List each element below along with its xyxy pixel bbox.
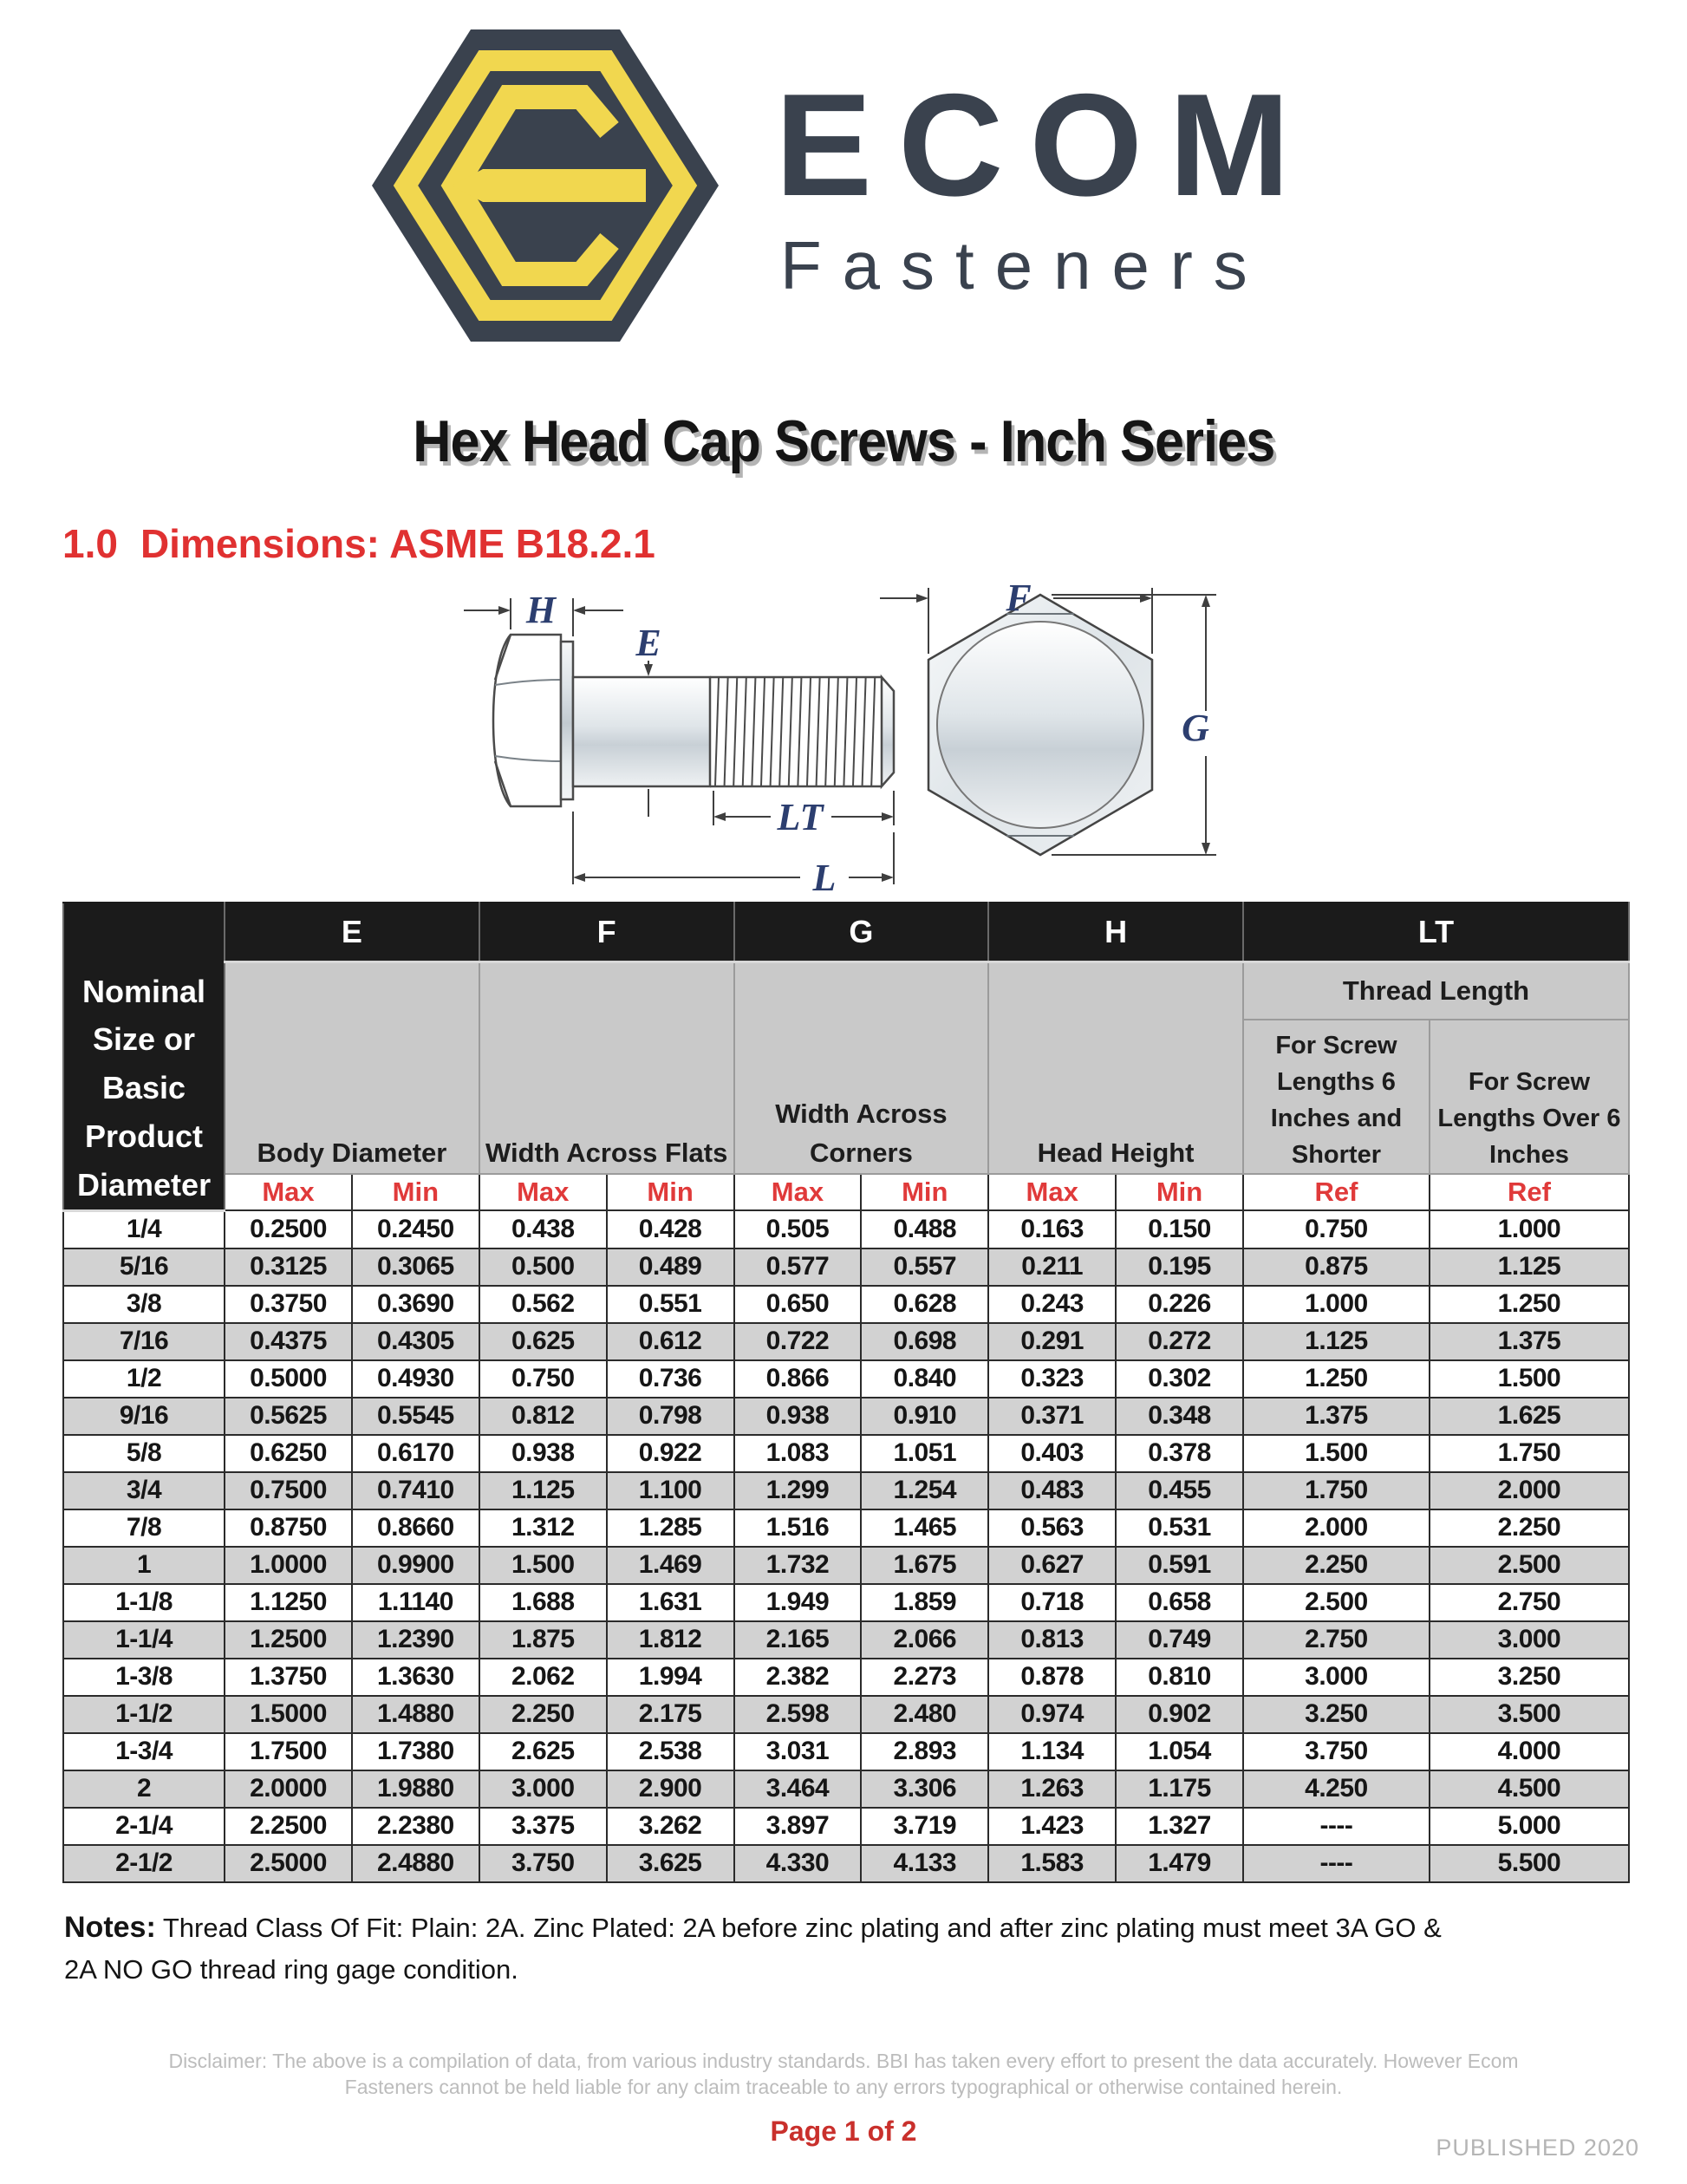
value-cell: 2.500: [1243, 1584, 1430, 1621]
value-cell: 3.306: [861, 1770, 988, 1808]
value-cell: 2.598: [734, 1696, 862, 1733]
value-cell: 3.500: [1430, 1696, 1629, 1733]
value-cell: 0.718: [988, 1584, 1116, 1621]
table-row: [63, 1659, 1629, 1696]
value-cell: 2.900: [607, 1770, 734, 1808]
min-label: Min: [607, 1174, 734, 1210]
table-row: [63, 1696, 1629, 1733]
value-cell: 0.6170: [352, 1435, 479, 1472]
col-group-H: H: [988, 903, 1243, 962]
value-cell: 1.000: [1243, 1286, 1430, 1323]
ref-label: Ref: [1430, 1174, 1629, 1210]
value-cell: 1.949: [734, 1584, 862, 1621]
group-name-head-height: Head Height: [988, 962, 1243, 1175]
max-min-row: [63, 1174, 1629, 1210]
size-cell: 7/8: [63, 1509, 225, 1547]
value-cell: 4.500: [1430, 1770, 1629, 1808]
value-cell: 0.866: [734, 1360, 862, 1398]
value-cell: 2.625: [479, 1733, 607, 1770]
size-cell: 1-3/4: [63, 1733, 225, 1770]
value-cell: 1.125: [1430, 1248, 1629, 1286]
value-cell: 0.591: [1116, 1547, 1243, 1584]
nominal-line: Size or: [93, 1021, 196, 1058]
value-cell: 2.250: [1430, 1509, 1629, 1547]
value-cell: 0.722: [734, 1323, 862, 1360]
value-cell: 1.994: [607, 1659, 734, 1696]
table-row: [63, 1435, 1629, 1472]
value-cell: 0.243: [988, 1286, 1116, 1323]
value-cell: 1.812: [607, 1621, 734, 1659]
group-name-thread-length: Thread Length: [1243, 962, 1629, 1020]
value-cell: 2.2500: [225, 1808, 352, 1845]
size-cell: 2-1/4: [63, 1808, 225, 1845]
value-cell: 0.612: [607, 1323, 734, 1360]
size-cell: 1/2: [63, 1360, 225, 1398]
value-cell: ----: [1243, 1845, 1430, 1882]
value-cell: 2.538: [607, 1733, 734, 1770]
value-cell: 1.732: [734, 1547, 862, 1584]
value-cell: 3.000: [479, 1770, 607, 1808]
value-cell: 1.0000: [225, 1547, 352, 1584]
value-cell: 0.2450: [352, 1210, 479, 1248]
value-cell: 0.840: [861, 1360, 988, 1398]
value-cell: 1.125: [1243, 1323, 1430, 1360]
value-cell: 1.5000: [225, 1696, 352, 1733]
table-row: [63, 1210, 1629, 1248]
value-cell: 1.250: [1430, 1286, 1629, 1323]
value-cell: 0.483: [988, 1472, 1116, 1509]
value-cell: 1.312: [479, 1509, 607, 1547]
dim-label-lt: LT: [777, 796, 824, 838]
value-cell: 0.910: [861, 1398, 988, 1435]
min-label: Min: [352, 1174, 479, 1210]
thread-pattern: [715, 678, 875, 786]
value-cell: 1.1250: [225, 1584, 352, 1621]
value-cell: 1.750: [1243, 1472, 1430, 1509]
value-cell: 0.749: [1116, 1621, 1243, 1659]
table-row: [63, 1621, 1629, 1659]
value-cell: 1.299: [734, 1472, 862, 1509]
nominal-line: Diameter: [77, 1166, 212, 1203]
value-cell: 1.375: [1430, 1323, 1629, 1360]
value-cell: 1.100: [607, 1472, 734, 1509]
value-cell: 2.382: [734, 1659, 862, 1696]
value-cell: 2.062: [479, 1659, 607, 1696]
value-cell: 0.813: [988, 1621, 1116, 1659]
table-row: [63, 1360, 1629, 1398]
value-cell: 0.163: [988, 1210, 1116, 1248]
value-cell: 1.254: [861, 1472, 988, 1509]
min-label: Min: [1116, 1174, 1243, 1210]
value-cell: 1.134: [988, 1733, 1116, 1770]
value-cell: 0.563: [988, 1509, 1116, 1547]
bolt-dimension-diagram: [453, 562, 1234, 902]
value-cell: 0.810: [1116, 1659, 1243, 1696]
col-group-LT: LT: [1243, 903, 1629, 962]
table-row: [63, 1248, 1629, 1286]
value-cell: 0.5000: [225, 1360, 352, 1398]
size-cell: 5/16: [63, 1248, 225, 1286]
value-cell: 0.798: [607, 1398, 734, 1435]
group-name-width-across-corners: Width Across Corners: [734, 962, 989, 1175]
value-cell: 2.066: [861, 1621, 988, 1659]
value-cell: 0.150: [1116, 1210, 1243, 1248]
value-cell: 2.000: [1243, 1509, 1430, 1547]
ecom-hexagon-logo-icon: [371, 24, 720, 347]
size-cell: 2-1/2: [63, 1845, 225, 1882]
table-row: [63, 1845, 1629, 1882]
value-cell: 1.500: [1243, 1435, 1430, 1472]
value-cell: 1.9880: [352, 1770, 479, 1808]
value-cell: 2.165: [734, 1621, 862, 1659]
lt-subheader-shorter: For Screw Lengths 6 Inches and Shorter: [1243, 1020, 1430, 1174]
value-cell: 0.4305: [352, 1323, 479, 1360]
value-cell: 0.650: [734, 1286, 862, 1323]
value-cell: 0.577: [734, 1248, 862, 1286]
value-cell: 1.263: [988, 1770, 1116, 1808]
value-cell: ----: [1243, 1808, 1430, 1845]
value-cell: 0.750: [1243, 1210, 1430, 1248]
value-cell: 3.000: [1243, 1659, 1430, 1696]
value-cell: 0.938: [479, 1435, 607, 1472]
value-cell: 2.500: [1430, 1547, 1629, 1584]
size-cell: 1: [63, 1547, 225, 1584]
value-cell: 3.031: [734, 1733, 862, 1770]
value-cell: 1.583: [988, 1845, 1116, 1882]
value-cell: 4.000: [1430, 1733, 1629, 1770]
table-row: [63, 1547, 1629, 1584]
value-cell: 2.750: [1430, 1584, 1629, 1621]
value-cell: 4.133: [861, 1845, 988, 1882]
value-cell: 2.4880: [352, 1845, 479, 1882]
value-cell: 1.516: [734, 1509, 862, 1547]
table-row: [63, 1770, 1629, 1808]
value-cell: 0.875: [1243, 1248, 1430, 1286]
value-cell: 2.000: [1430, 1472, 1629, 1509]
value-cell: 1.3630: [352, 1659, 479, 1696]
value-cell: 1.2390: [352, 1621, 479, 1659]
value-cell: 2.250: [1243, 1547, 1430, 1584]
value-cell: 0.3750: [225, 1286, 352, 1323]
dim-label-e: E: [635, 622, 661, 664]
value-cell: 1.465: [861, 1509, 988, 1547]
table-row: [63, 1584, 1629, 1621]
value-cell: 0.2500: [225, 1210, 352, 1248]
bolt-end-view: [928, 595, 1152, 855]
value-cell: 1.7380: [352, 1733, 479, 1770]
value-cell: 0.371: [988, 1398, 1116, 1435]
size-cell: 9/16: [63, 1398, 225, 1435]
value-cell: 0.974: [988, 1696, 1116, 1733]
size-cell: 2: [63, 1770, 225, 1808]
page-title: Hex Head Cap Screws - Inch Series: [412, 408, 1275, 474]
section-heading: [62, 520, 655, 567]
value-cell: 1.875: [479, 1621, 607, 1659]
col-group-E: E: [225, 903, 479, 962]
value-cell: 1.859: [861, 1584, 988, 1621]
notes: [64, 1906, 1469, 1991]
size-cell: 5/8: [63, 1435, 225, 1472]
value-cell: 1.631: [607, 1584, 734, 1621]
size-cell: 1/4: [63, 1210, 225, 1248]
nominal-size-header: [63, 903, 225, 1210]
value-cell: 0.3125: [225, 1248, 352, 1286]
table-row: [63, 1808, 1629, 1845]
col-group-G: G: [734, 903, 989, 962]
value-cell: 1.3750: [225, 1659, 352, 1696]
size-cell: 7/16: [63, 1323, 225, 1360]
group-name-body-diameter: Body Diameter: [225, 962, 479, 1175]
table-row: [63, 1472, 1629, 1509]
nominal-line: Nominal: [82, 973, 206, 1009]
dim-label-f: F: [1006, 577, 1032, 619]
dimensions-table: [62, 902, 1630, 1883]
value-cell: 0.489: [607, 1248, 734, 1286]
value-cell: 0.557: [861, 1248, 988, 1286]
value-cell: 0.3065: [352, 1248, 479, 1286]
value-cell: 0.5625: [225, 1398, 352, 1435]
brand-header: [0, 24, 1687, 347]
value-cell: 2.2380: [352, 1808, 479, 1845]
value-cell: 0.7410: [352, 1472, 479, 1509]
value-cell: 2.250: [479, 1696, 607, 1733]
min-label: Min: [861, 1174, 988, 1210]
value-cell: 0.488: [861, 1210, 988, 1248]
value-cell: 2.0000: [225, 1770, 352, 1808]
brand-name: ECOM: [775, 63, 1316, 226]
value-cell: 0.348: [1116, 1398, 1243, 1435]
value-cell: 3.262: [607, 1808, 734, 1845]
table-row: [63, 1323, 1629, 1360]
value-cell: 1.479: [1116, 1845, 1243, 1882]
dim-h: [464, 589, 623, 636]
value-cell: 5.000: [1430, 1808, 1629, 1845]
group-name-width-across-flats: Width Across Flats: [479, 962, 734, 1175]
published-date: PUBLISHED 2020: [1436, 2135, 1639, 2161]
value-cell: 1.4880: [352, 1696, 479, 1733]
value-cell: 1.1140: [352, 1584, 479, 1621]
value-cell: 0.625: [479, 1323, 607, 1360]
column-letter-row: [63, 903, 1629, 962]
value-cell: 1.250: [1243, 1360, 1430, 1398]
value-cell: 1.500: [1430, 1360, 1629, 1398]
value-cell: 0.3690: [352, 1286, 479, 1323]
brand-text: [775, 63, 1316, 303]
table-row: [63, 1398, 1629, 1435]
value-cell: 0.736: [607, 1360, 734, 1398]
value-cell: 4.330: [734, 1845, 862, 1882]
bolt-side-view: [493, 635, 894, 806]
dim-label-h: H: [525, 589, 557, 631]
dim-l: [573, 812, 894, 899]
ref-label: Ref: [1243, 1174, 1430, 1210]
value-cell: 0.4375: [225, 1323, 352, 1360]
value-cell: 0.302: [1116, 1360, 1243, 1398]
page-number: Page 1 of 2: [770, 2116, 917, 2147]
col-group-F: F: [479, 903, 734, 962]
value-cell: 0.698: [861, 1323, 988, 1360]
value-cell: 3.750: [1243, 1733, 1430, 1770]
size-cell: 1-1/8: [63, 1584, 225, 1621]
section-heading-text: Dimensions: ASME B18.2.1: [140, 521, 655, 566]
value-cell: 1.054: [1116, 1733, 1243, 1770]
value-cell: 0.323: [988, 1360, 1116, 1398]
section-number: 1.0: [62, 521, 118, 566]
value-cell: 2.175: [607, 1696, 734, 1733]
dim-lt: [713, 791, 894, 838]
value-cell: 1.469: [607, 1547, 734, 1584]
value-cell: 3.897: [734, 1808, 862, 1845]
value-cell: 0.8750: [225, 1509, 352, 1547]
value-cell: 0.750: [479, 1360, 607, 1398]
value-cell: 0.922: [607, 1435, 734, 1472]
dim-label-l: L: [812, 857, 837, 899]
value-cell: 0.531: [1116, 1509, 1243, 1547]
size-cell: 3/4: [63, 1472, 225, 1509]
value-cell: 0.378: [1116, 1435, 1243, 1472]
notes-label: Notes:: [64, 1911, 156, 1944]
dim-label-g: G: [1182, 707, 1209, 749]
value-cell: 0.272: [1116, 1323, 1243, 1360]
value-cell: 2.893: [861, 1733, 988, 1770]
size-cell: 1-3/8: [63, 1659, 225, 1696]
value-cell: 0.291: [988, 1323, 1116, 1360]
value-cell: 3.625: [607, 1845, 734, 1882]
size-cell: 1-1/4: [63, 1621, 225, 1659]
value-cell: 0.9900: [352, 1547, 479, 1584]
value-cell: 3.464: [734, 1770, 862, 1808]
value-cell: 0.226: [1116, 1286, 1243, 1323]
table-row: [63, 1509, 1629, 1547]
nominal-line: Basic: [102, 1070, 186, 1106]
value-cell: 0.628: [861, 1286, 988, 1323]
group-name-row: [63, 962, 1629, 1020]
disclaimer: Disclaimer: The above is a compilation of data, from various industry standards. BBI has taken every effort to present the data accurately. However Ecom Fasteners cannot be held liable for any claim traceable to any errors typographical or otherwise contained herein.: [168, 2050, 1519, 2098]
value-cell: 0.7500: [225, 1472, 352, 1509]
value-cell: 1.2500: [225, 1621, 352, 1659]
brand-subtitle: Fasteners: [780, 227, 1268, 303]
value-cell: 1.500: [479, 1547, 607, 1584]
notes-text: Thread Class Of Fit: Plain: 2A. Zinc Plated: 2A before zinc plating and after zinc plating must meet 3A GO & 2A NO GO thread ring gage condition.: [64, 1913, 1442, 1985]
value-cell: 5.500: [1430, 1845, 1629, 1882]
value-cell: 3.250: [1430, 1659, 1629, 1696]
value-cell: 1.125: [479, 1472, 607, 1509]
value-cell: 1.7500: [225, 1733, 352, 1770]
value-cell: 1.083: [734, 1435, 862, 1472]
value-cell: 3.719: [861, 1808, 988, 1845]
value-cell: 0.551: [607, 1286, 734, 1323]
value-cell: 3.375: [479, 1808, 607, 1845]
value-cell: 0.403: [988, 1435, 1116, 1472]
value-cell: 4.250: [1243, 1770, 1430, 1808]
value-cell: 2.5000: [225, 1845, 352, 1882]
max-label: Max: [225, 1174, 352, 1210]
value-cell: 0.6250: [225, 1435, 352, 1472]
table-row: [63, 1733, 1629, 1770]
value-cell: 0.438: [479, 1210, 607, 1248]
value-cell: 0.8660: [352, 1509, 479, 1547]
table-row: [63, 1286, 1629, 1323]
value-cell: 2.273: [861, 1659, 988, 1696]
value-cell: 3.250: [1243, 1696, 1430, 1733]
value-cell: 3.750: [479, 1845, 607, 1882]
value-cell: 0.627: [988, 1547, 1116, 1584]
value-cell: 1.688: [479, 1584, 607, 1621]
value-cell: 1.051: [861, 1435, 988, 1472]
max-label: Max: [734, 1174, 862, 1210]
max-label: Max: [988, 1174, 1116, 1210]
value-cell: 3.000: [1430, 1621, 1629, 1659]
max-label: Max: [479, 1174, 607, 1210]
value-cell: 1.625: [1430, 1398, 1629, 1435]
value-cell: 0.812: [479, 1398, 607, 1435]
value-cell: 1.375: [1243, 1398, 1430, 1435]
value-cell: 0.658: [1116, 1584, 1243, 1621]
value-cell: 0.195: [1116, 1248, 1243, 1286]
value-cell: 1.175: [1116, 1770, 1243, 1808]
value-cell: 1.750: [1430, 1435, 1629, 1472]
value-cell: 0.505: [734, 1210, 862, 1248]
value-cell: 0.211: [988, 1248, 1116, 1286]
value-cell: 0.902: [1116, 1696, 1243, 1733]
value-cell: 1.285: [607, 1509, 734, 1547]
value-cell: 1.423: [988, 1808, 1116, 1845]
value-cell: 0.500: [479, 1248, 607, 1286]
nominal-line: Product: [85, 1118, 204, 1154]
page-title-wrap: [0, 407, 1687, 475]
value-cell: 2.750: [1243, 1621, 1430, 1659]
value-cell: 0.455: [1116, 1472, 1243, 1509]
size-cell: 3/8: [63, 1286, 225, 1323]
value-cell: 0.938: [734, 1398, 862, 1435]
value-cell: 1.675: [861, 1547, 988, 1584]
value-cell: 1.327: [1116, 1808, 1243, 1845]
lt-subheader-over: For Screw Lengths Over 6 Inches: [1430, 1020, 1629, 1174]
value-cell: 0.4930: [352, 1360, 479, 1398]
value-cell: 0.428: [607, 1210, 734, 1248]
value-cell: 0.878: [988, 1659, 1116, 1696]
size-cell: 1-1/2: [63, 1696, 225, 1733]
value-cell: 0.5545: [352, 1398, 479, 1435]
value-cell: 0.562: [479, 1286, 607, 1323]
value-cell: 1.000: [1430, 1210, 1629, 1248]
value-cell: 2.480: [861, 1696, 988, 1733]
